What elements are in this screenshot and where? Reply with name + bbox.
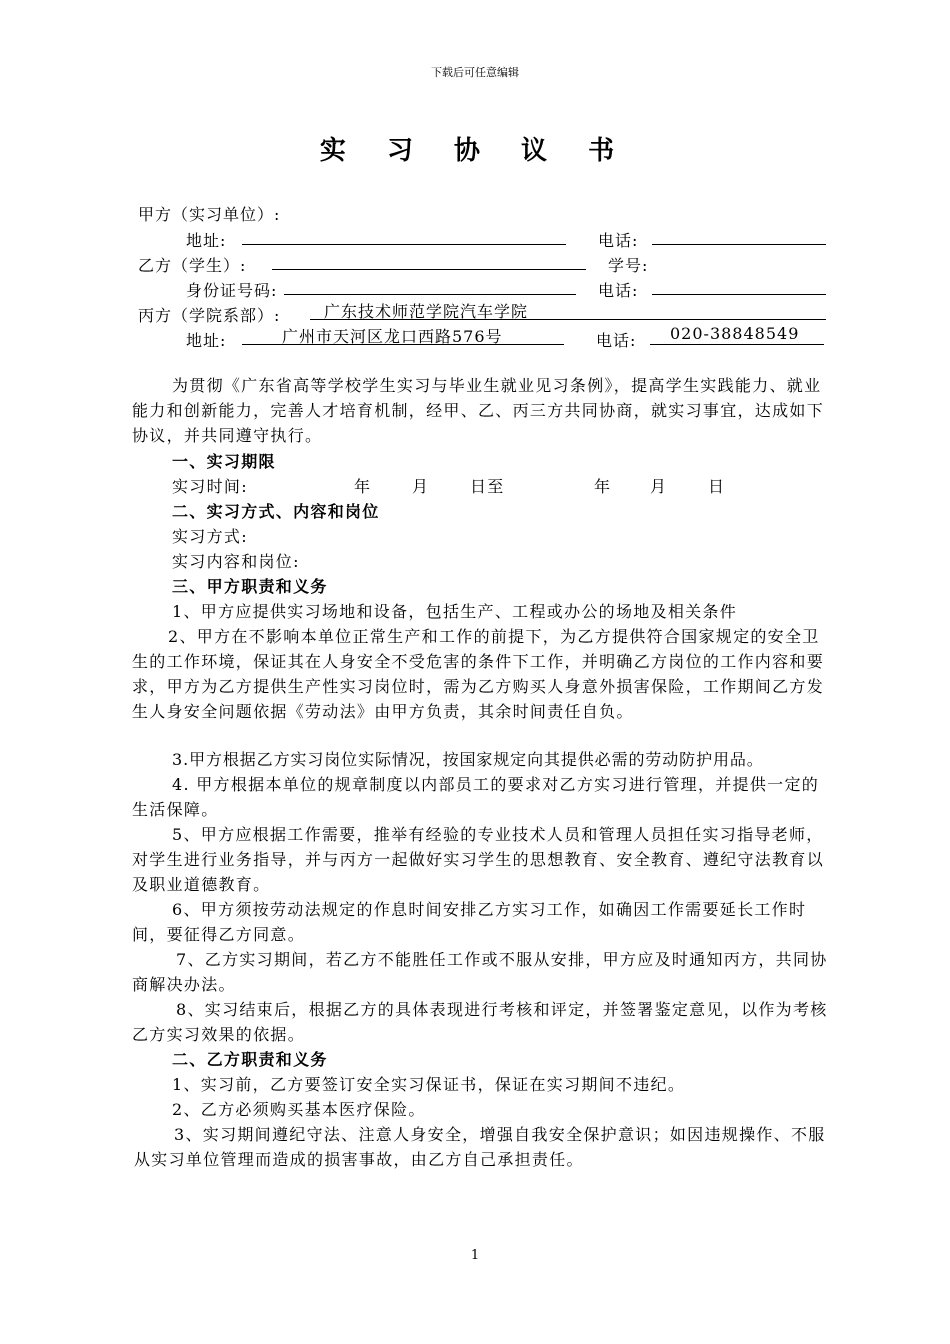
party-a-phone-field[interactable] bbox=[652, 224, 826, 245]
internship-time-label: 实习时间: bbox=[172, 477, 248, 496]
section4-item-2: 2、乙方必须购买基本医疗保险。 bbox=[172, 1100, 426, 1119]
section3-heading: 三、甲方职责和义务 bbox=[172, 577, 328, 596]
party-c-phone-label: 电话: bbox=[596, 331, 637, 350]
section3-item-8: 8、实习结束后，根据乙方的具体表现进行考核和评定，并签署鉴定意见，以作为考核乙方实习效果的依据。 bbox=[132, 1000, 828, 1044]
section2-heading: 二、实习方式、内容和岗位 bbox=[172, 502, 380, 521]
section3-item-7: 7、乙方实习期间，若乙方不能胜任工作或不服从安排，甲方应及时通知丙方，共同协商解决办法。 bbox=[132, 950, 828, 994]
section3-item-5: 5、甲方应根据工作需要，推举有经验的专业技术人员和管理人员担任实习指导老师，对学生进行业务指导，并与丙方一起做好实习学生的思想教育、安全教育、遵纪守法教育以及职业道德教育。 bbox=[132, 825, 825, 894]
intro-paragraph: 为贯彻《广东省高等学校学生实习与毕业生就业见习条例》，提高学生实践能力、就业能力和创新能力，完善人才培育机制，经甲、乙、丙三方共同协商，就实习事宜，达成如下协议，并共同遵守执行。 bbox=[132, 376, 825, 445]
end-year-label: 年 bbox=[594, 477, 612, 496]
section4-heading: 二、乙方职责和义务 bbox=[172, 1050, 328, 1069]
party-c-label: 丙方（学院系部）: bbox=[138, 306, 281, 325]
start-month-label: 月 bbox=[412, 477, 430, 496]
party-c-address-field[interactable] bbox=[242, 324, 564, 345]
section3-item-6: 6、甲方须按劳动法规定的作息时间安排乙方实习工作，如确因工作需要延长工作时间，要征得乙方同意。 bbox=[132, 900, 807, 944]
document-title: 实 习 协 议 书 bbox=[319, 136, 631, 166]
party-c-phone-field[interactable] bbox=[650, 324, 824, 345]
internship-mode-label: 实习方式: bbox=[172, 527, 248, 546]
internship-content-label: 实习内容和岗位: bbox=[172, 552, 300, 571]
page-number: 1 bbox=[470, 1248, 480, 1263]
party-c-address-label: 地址: bbox=[186, 331, 227, 350]
section3-item-2: 2、甲方在不影响本单位正常生产和工作的前提下，为乙方提供符合国家规定的安全卫生的工作环境，保证其在人身安全不受危害的条件下工作，并明确乙方岗位的工作内容和要求，甲方为乙方提供生产性实习岗位时，需为乙方购买人身意外损害保险，工作期间乙方发生人身安全问题依据《劳动法》由甲方负责，其余时间责任自负。 bbox=[132, 627, 825, 721]
header-note: 下载后可任意编辑 bbox=[431, 66, 519, 79]
section4-item-3: 3、实习期间遵纪守法、注意人身安全，增强自我安全保护意识；如因违规操作、不服从实习单位管理而造成的损害事故，由乙方自己承担责任。 bbox=[134, 1125, 826, 1169]
id-card-field[interactable] bbox=[284, 274, 576, 295]
party-b-phone-label: 电话: bbox=[598, 281, 639, 300]
party-a-phone-label: 电话: bbox=[598, 231, 639, 250]
section3-item-4: 4. 甲方根据本单位的规章制度以内部员工的要求对乙方实习进行管理，并提供一定的生活保障。 bbox=[132, 775, 820, 819]
student-id-label: 学号: bbox=[608, 256, 649, 275]
end-day-label: 日 bbox=[708, 477, 726, 496]
id-card-label: 身份证号码: bbox=[186, 281, 278, 300]
party-c-phone-value: 020-38848549 bbox=[670, 324, 800, 343]
section3-item-1: 1、甲方应提供实习场地和设备，包括生产、工程或办公的场地及相关条件 bbox=[172, 602, 738, 621]
section4-item-1: 1、实习前，乙方要签订安全实习保证书，保证在实习期间不违纪。 bbox=[172, 1075, 686, 1094]
party-a-label: 甲方（实习单位）: bbox=[138, 205, 281, 224]
start-year-label: 年 bbox=[354, 477, 372, 496]
party-a-address-label: 地址: bbox=[186, 231, 227, 250]
section1-heading: 一、实习期限 bbox=[172, 452, 276, 471]
party-c-name-field[interactable] bbox=[310, 299, 826, 320]
party-c-address-value: 广州市天河区龙口西路576号 bbox=[282, 327, 503, 346]
party-a-address-field[interactable] bbox=[242, 224, 566, 245]
start-day-to-label: 日至 bbox=[470, 477, 505, 496]
end-month-label: 月 bbox=[650, 477, 668, 496]
party-b-name-field[interactable] bbox=[272, 249, 586, 270]
party-b-phone-field[interactable] bbox=[652, 274, 826, 295]
party-c-name-value: 广东技术师范学院汽车学院 bbox=[324, 302, 529, 321]
party-b-label: 乙方（学生）: bbox=[138, 256, 247, 275]
section3-item-3: 3.甲方根据乙方实习岗位实际情况，按国家规定向其提供必需的劳动防护用品。 bbox=[172, 750, 764, 769]
